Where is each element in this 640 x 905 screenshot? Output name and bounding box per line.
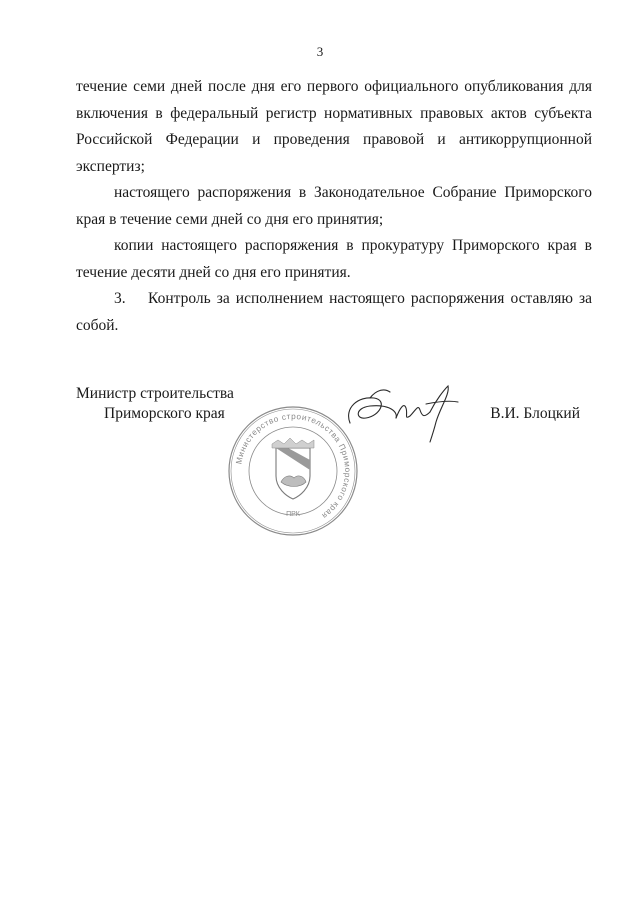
- paragraph-continuation: течение семи дней после дня его первого официального опубликования для включения в федеральный регистр нормативных правовых актов субъекта Российской Федерации и проведения правовой и антикоррупционной экспертиз;: [76, 78, 592, 175]
- numbered-item-control: [76, 286, 592, 339]
- item-number: 3.: [114, 290, 126, 307]
- official-seal-stamp: [226, 404, 360, 538]
- seal-center-text: ПРК: [286, 511, 300, 518]
- coat-of-arms-icon: [272, 438, 314, 499]
- item-text: Контроль за исполнением настоящего распоряжения оставляю за собой.: [76, 290, 592, 334]
- document-body: [76, 74, 592, 339]
- signer-position-line-2: Приморского края: [104, 405, 225, 422]
- signer-position-line-1: Министр строительства: [76, 385, 234, 402]
- seal-ring-text: Министерство строительства Приморского края: [234, 411, 353, 521]
- page-number: 3: [316, 44, 324, 59]
- signer-name: В.И. Блоцкий: [490, 405, 580, 422]
- paragraph-prosecutor: копии настоящего распоряжения в прокуратуру Приморского края в течение десяти дней со дня его принятия.: [76, 237, 592, 281]
- paragraph-legislative-assembly: настоящего распоряжения в Законодательное Собрание Приморского края в течение семи дней со дня его принятия;: [76, 184, 592, 228]
